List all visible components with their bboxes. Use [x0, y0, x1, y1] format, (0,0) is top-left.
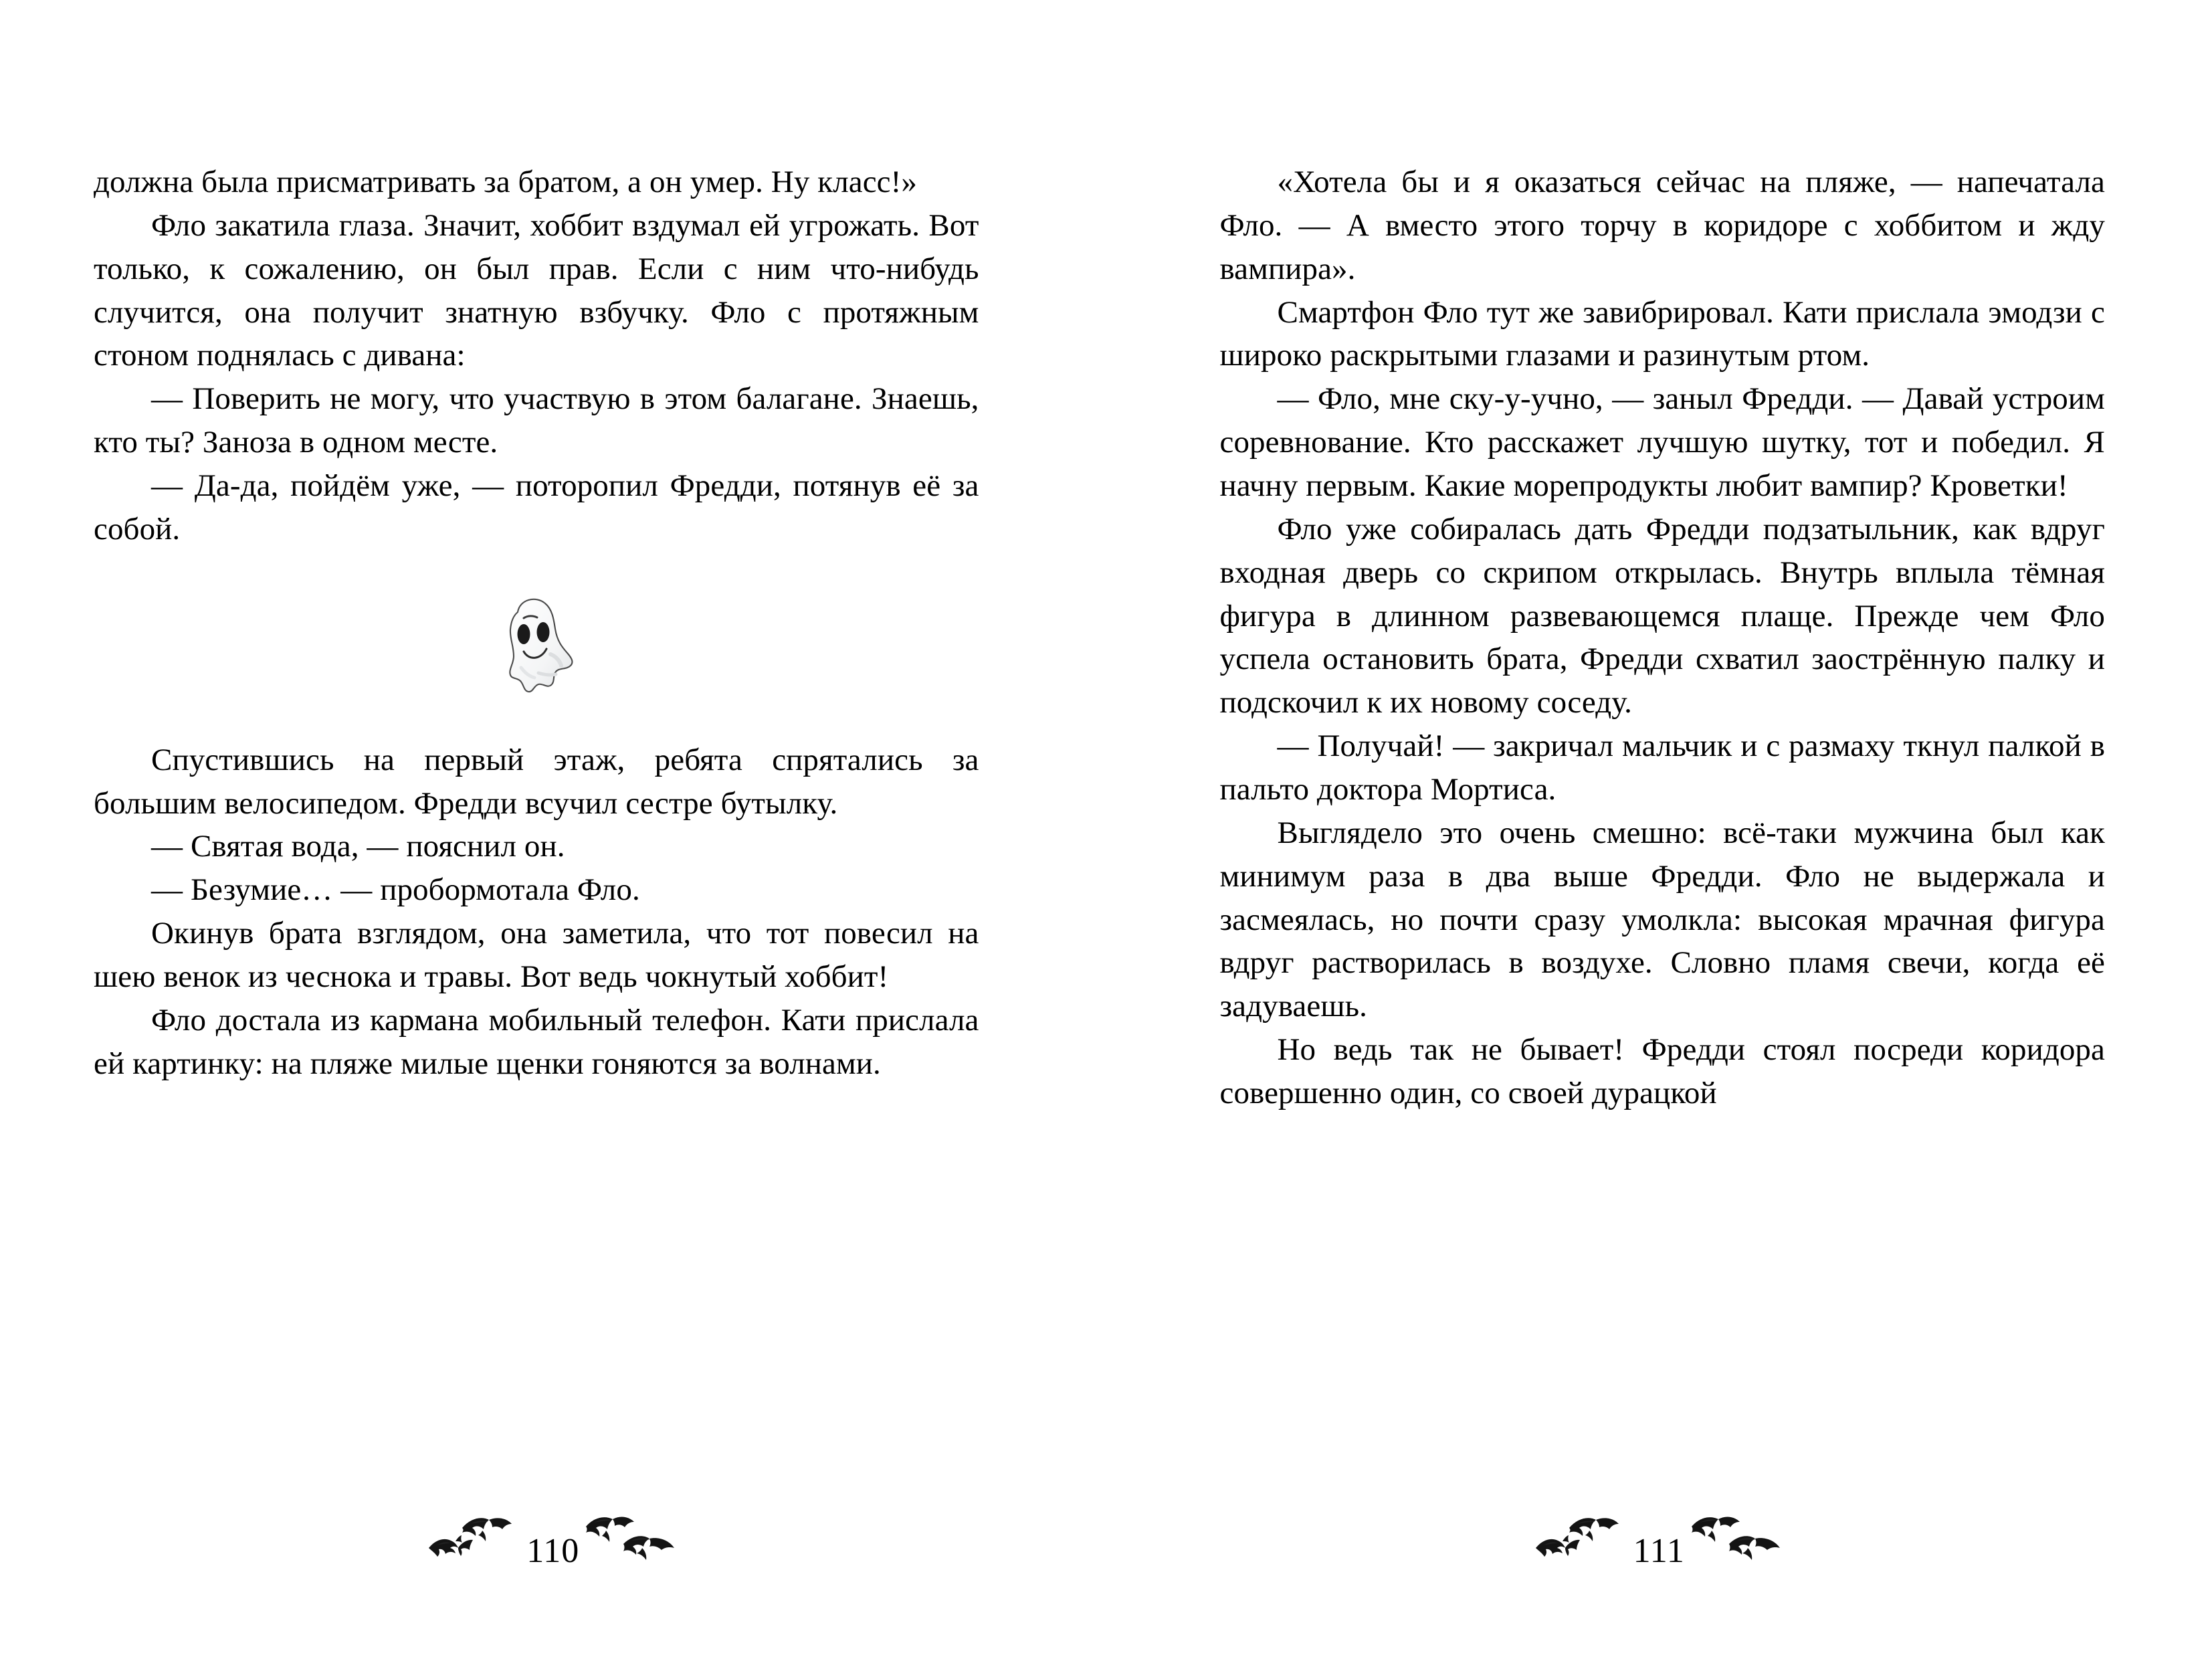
paragraph: — Святая вода, — пояснил он.: [151, 829, 565, 864]
paragraph: — Фло, мне ску-у-учно, — заныл Фредди. — Давай устроим соревнование. Кто расскажет лучшую шутку, тот и победил. Я начну первым. Какие морепродукты любит вампир? Кроветки!: [1219, 381, 2105, 504]
paragraph: — Поверить не могу, что участвую в этом балагане. Знаешь, кто ты? Заноза в одном месте.: [94, 381, 979, 460]
ghost-icon: [94, 590, 979, 697]
paragraph: — Да-да, пойдём уже, — поторопил Фредди, потянув её за собой.: [94, 468, 979, 547]
paragraph: Фло уже собиралась дать Фредди подзатыльник, как вдруг входная дверь со скрипом открылась. Внутрь вплыла тёмная фигура в длинном развевающемся плаще. Прежде чем Фло успела остановить брата, Фредди схватил заострённую палку и подскочил к их новому соседу.: [1219, 511, 2105, 720]
bats-icon: [1530, 1513, 1631, 1571]
paragraph: «Хотела бы и я оказаться сейчас на пляже, — напечатала Фло. — А вместо этого торчу в коридоре с хоббитом и жду вампира».: [1219, 165, 2105, 286]
bats-icon: [1688, 1513, 1788, 1571]
paragraph: — Безумие… — пробормотала Фло.: [151, 872, 640, 908]
paragraph: Выглядело это очень смешно: всё-таки мужчина был как минимум раза в два выше Фредди. Фло не выдержала и засмеялась, но почти сразу умолкла: высокая мрачная фигура вдруг растворилась в воздухе. Словно пламя свечи, когда её задуваешь.: [1219, 815, 2105, 1024]
page-right: [1106, 0, 2212, 1659]
body-text-right: [1220, 161, 2106, 1115]
paragraph: Окинув брата взглядом, она заметила, что тот повесил на шею венок из чеснока и травы. Вот ведь чокнутый хоббит!: [94, 916, 979, 995]
paragraph: Фло достала из кармана мобильный телефон. Кати прислала ей картинку: на пляже милые щенки гоняются за волнами.: [94, 1002, 979, 1081]
paragraph: Но ведь так не бывает! Фредди стоял посреди коридора совершенно один, со своей дурацкой: [1219, 1032, 2105, 1111]
page-footer-left: [0, 1513, 1106, 1571]
page-number: 111: [1633, 1532, 1685, 1570]
paragraph: Смартфон Фло тут же завибрировал. Кати прислала эмодзи с широко раскрытыми глазами и разинутым ртом.: [1219, 294, 2105, 373]
paragraph: Спустившись на первый этаж, ребята спрятались за большим велосипедом. Фредди всучил сестре бутылку.: [94, 742, 979, 821]
bats-icon: [582, 1513, 682, 1571]
page-footer-right: [1106, 1513, 2212, 1571]
paragraph: Фло закатила глаза. Значит, хоббит вздумал ей угрожать. Вот только, к сожалению, он был прав. Если с ним что-нибудь случится, она получит знатную взбучку. Фло с протяжным стоном поднялась с дивана:: [94, 207, 979, 373]
paragraph: — Получай! — закричал мальчик и с размаху ткнул палкой в пальто доктора Мортиса.: [1219, 728, 2105, 807]
body-text-left: [94, 161, 979, 1086]
paragraph: должна была присматривать за братом, а он умер. Ну класс!»: [94, 165, 917, 199]
page-number: 110: [526, 1532, 580, 1570]
bats-icon: [423, 1513, 524, 1571]
